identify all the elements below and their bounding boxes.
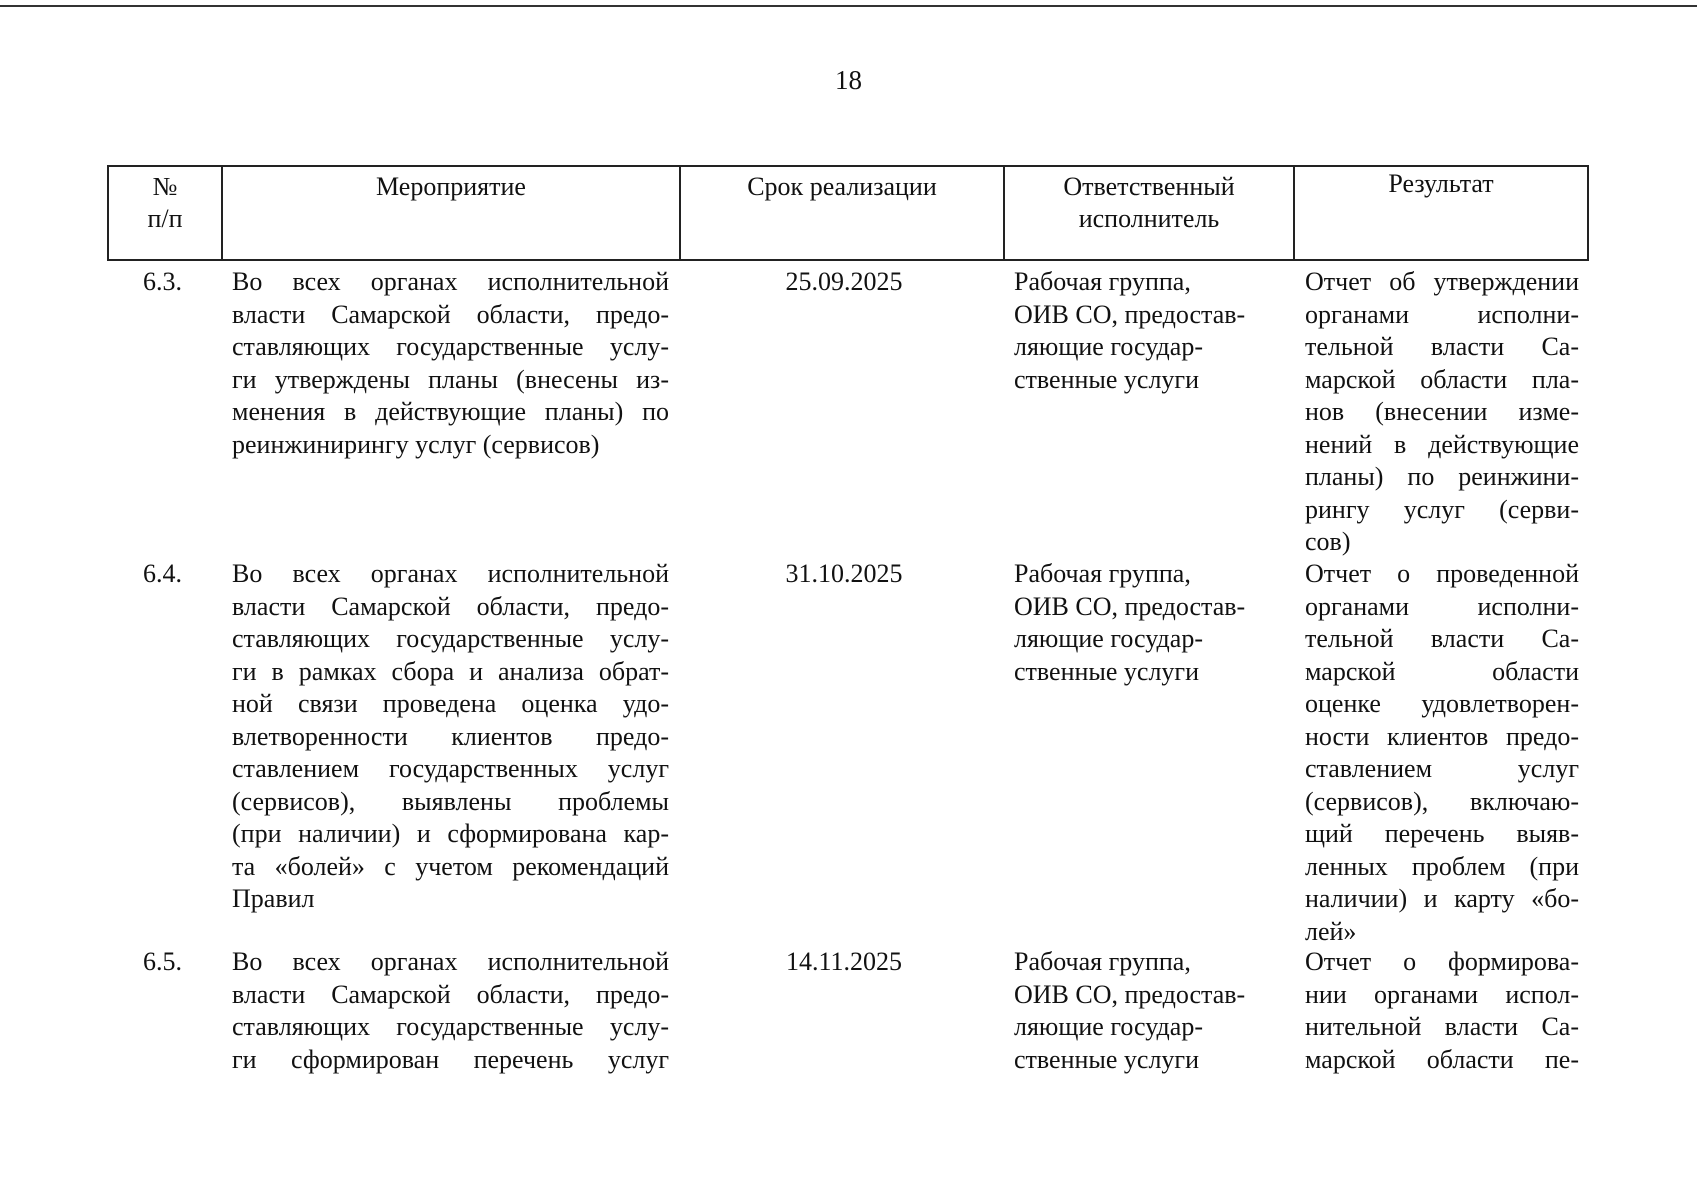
header-num [109,167,223,259]
result-line: марской области пла- [1305,364,1579,394]
result-line: ленных проблем (при [1305,851,1579,881]
header-num-line: п/п [147,204,183,233]
event-line: власти Самарской области, предо- [232,591,669,621]
row-number: 6.5. [143,947,182,976]
event-line: власти Самарской области, предо- [232,299,669,329]
event-line: та «болей» с учетом рекомендаций [232,851,669,881]
result-line: органами исполни- [1305,299,1579,329]
responsible-line: ляющие государ- [1014,332,1203,361]
event-line: ги сформирован перечень услуг [232,1044,669,1074]
result-line: ставлением услуг [1305,754,1579,783]
result-line: щий перечень выяв- [1305,819,1579,848]
result-line: сов) [1305,527,1351,556]
table-header [107,165,1589,261]
responsible-line: ляющие государ- [1014,1012,1203,1041]
page-number: 18 [835,65,862,95]
event-line: власти Самарской области, предо- [232,979,669,1009]
event-line: реинжинирингу услуг (сервисов) [232,429,600,459]
event-line: менения в действующие планы) по [232,397,669,426]
result-line: Отчет об утверждении [1305,267,1579,296]
row-deadline: 31.10.2025 [785,559,903,588]
event-line: ставляющих государственные услу- [232,332,669,361]
row-number: 6.4. [143,559,182,588]
result-line: нений в действующие [1305,429,1579,459]
responsible-line: ОИВ СО, предостав- [1014,591,1246,621]
row-deadline: 25.09.2025 [785,267,903,296]
row-event [232,558,669,916]
row-responsible [1014,558,1289,688]
event-line: ги в рамках сбора и анализа обрат- [232,656,669,686]
responsible-line: ственные услуги [1014,1044,1199,1074]
header-responsible [1005,167,1295,259]
responsible-line: ляющие государ- [1014,624,1203,653]
responsible-line: Рабочая группа, [1014,559,1191,588]
event-line: Во всех органах исполнительной [232,267,669,296]
result-line: тельной власти Са- [1305,332,1579,361]
event-line: влетворенности клиентов предо- [232,721,669,751]
responsible-line: ственные услуги [1014,656,1199,686]
result-line: лей» [1305,916,1357,946]
result-line: ности клиентов предо- [1305,721,1579,751]
result-line: нии органами испол- [1305,979,1579,1009]
event-line: ставляющих государственные услу- [232,624,669,653]
event-line: ставляющих государственные услу- [232,1012,669,1041]
row-result [1305,558,1579,948]
responsible-line: ОИВ СО, предостав- [1014,299,1246,329]
event-line: (при наличии) и сформирована кар- [232,819,669,848]
header-responsible-line: исполнитель [1078,204,1220,233]
event-line: ги утверждены планы (внесены из- [232,364,669,394]
result-line: оценке удовлетворен- [1305,689,1579,718]
event-line: Во всех органах исполнительной [232,559,669,588]
header-event: Мероприятие [223,167,681,259]
event-line: ставлением государственных услуг [232,754,669,783]
result-line: планы) по реинжини- [1305,462,1579,491]
responsible-line: Рабочая группа, [1014,947,1191,976]
result-line: марской области [1305,656,1579,686]
event-line: Правил [232,884,315,913]
result-line: органами исполни- [1305,591,1579,621]
top-rule [0,5,1697,7]
result-line: (сервисов), включаю- [1305,786,1579,816]
result-line: нов (внесении изме- [1305,397,1579,426]
result-line: Отчет о формирова- [1305,947,1579,976]
row-deadline: 14.11.2025 [785,947,903,976]
result-line: наличии) и карту «бо- [1305,884,1579,913]
event-line: Во всех органах исполнительной [232,947,669,976]
header-result: Результат [1388,169,1494,198]
result-line: рингу услуг (серви- [1305,494,1579,524]
header-deadline: Срок реализации [681,167,1005,259]
result-line: тельной власти Са- [1305,624,1579,653]
row-number: 6.3. [143,267,182,296]
row-result [1305,946,1579,1076]
event-line: ной связи проведена оценка удо- [232,689,669,718]
row-event [232,946,669,1076]
row-result [1305,266,1579,559]
responsible-line: Рабочая группа, [1014,267,1191,296]
row-event [232,266,669,461]
responsible-line: ственные услуги [1014,364,1199,394]
row-responsible [1014,266,1289,396]
row-responsible [1014,946,1289,1076]
result-line: нительной власти Са- [1305,1012,1579,1041]
event-line: (сервисов), выявлены проблемы [232,786,669,816]
header-num-line: № [152,172,178,201]
result-line: Отчет о проведенной [1305,559,1579,588]
result-line: марской области пе- [1305,1044,1579,1074]
header-responsible-line: Ответственный [1063,172,1235,201]
responsible-line: ОИВ СО, предостав- [1014,979,1246,1009]
